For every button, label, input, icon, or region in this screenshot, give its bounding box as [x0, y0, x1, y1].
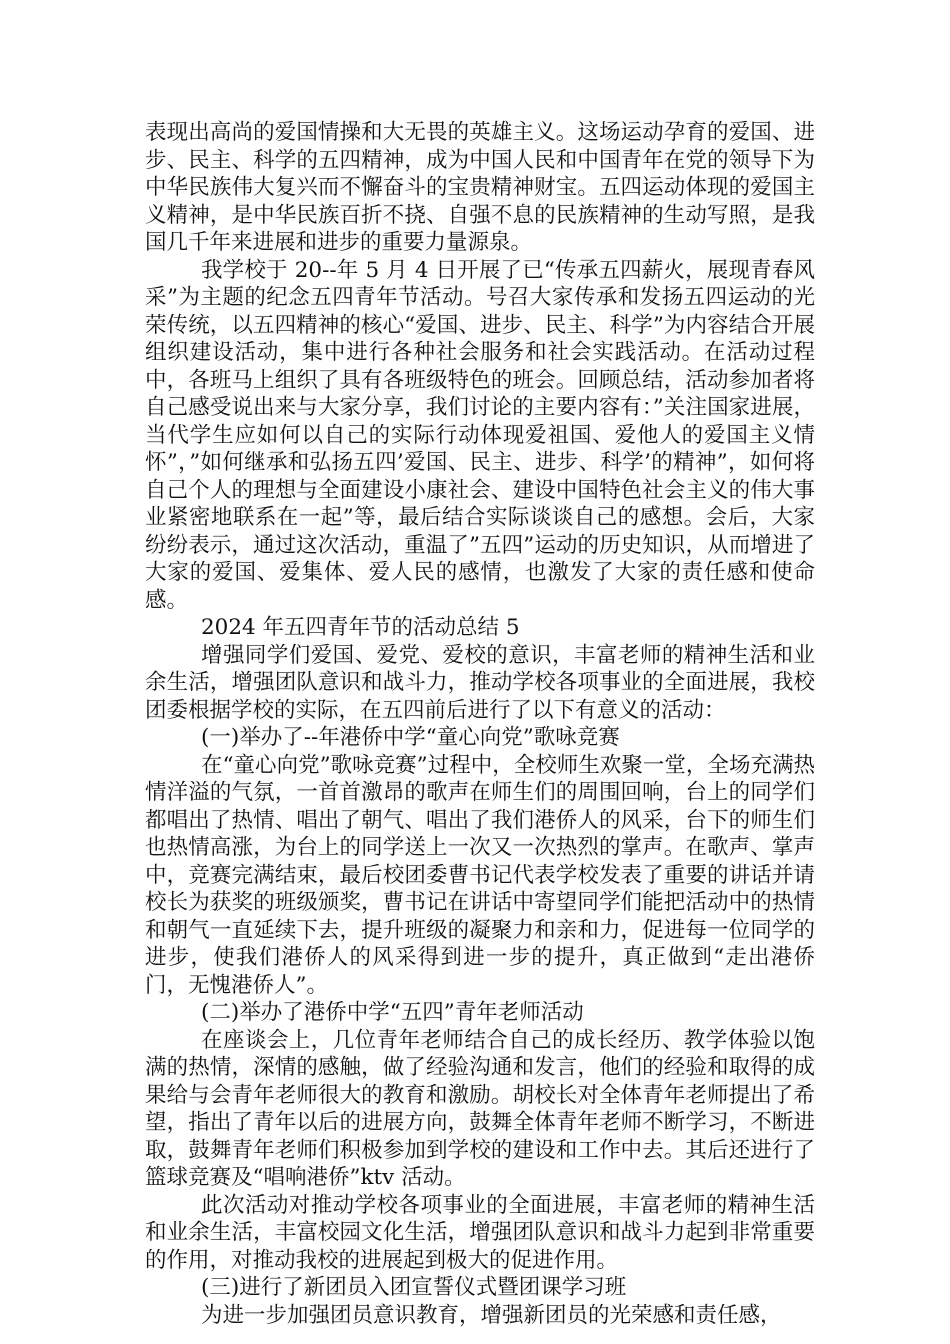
subheading-oath-ceremony: (三)进行了新团员入团宣誓仪式暨团课学习班 [201, 1275, 627, 1300]
paragraph-oath-ceremony: 为进一步加强团员意识教育，增强新团员的光荣感和责任感， [201, 1302, 782, 1328]
section-heading-summary-5: 2024 年五四青年节的活动总结 5 [201, 615, 520, 640]
subheading-singing-contest: (一)举办了--年港侨中学“童心向党”歌咏竞赛 [201, 725, 620, 750]
paragraph-activity-impact: 此次活动对推动学校各项事业的全面进展，丰富老师的精神生活和业余生活，丰富校园文化生活，增强团队意识和战斗力起到非常重要的作用，对推动我校的进展起到极大的促进作用。 [145, 1192, 815, 1273]
paragraph-young-teachers: 在座谈会上，几位青年老师结合自己的成长经历、教学体验以饱满的热情，深情的感触，做了经验沟通和发言，他们的经验和取得的成果给与会青年老师很大的教育和激励。胡校长对全体青年老师提出了希望，指出了青年以后的进展方向，鼓舞全体青年老师不断学习，不断进取，鼓舞青年老师们积极参加到学校的建设和工作中去。其后还进行了篮球竞赛及“唱响港侨”ktv 活动。 [145, 1027, 815, 1190]
paragraph-patriotism-spirit: 表现出高尚的爱国情操和大无畏的英雄主义。这场运动孕育的爱国、进步、民主、科学的五四精神，成为中国人民和中国青年在党的领导下为中华民族伟大复兴而不懈奋斗的宝贵精神财宝。五四运动体现的爱国主义精神，是中华民族百折不挠、自强不息的民族精神的生动写照，是我国几千年来进展和进步的重要力量源泉。 [145, 120, 815, 255]
paragraph-singing-contest: 在“童心向党”歌咏竞赛”过程中，全校师生欢聚一堂，全场充满热情洋溢的气氛，一首首激昂的歌声在师生们的周围回响，台上的同学们都唱出了热情、唱出了朝气、唱出了我们港侨人的风采，台下的师生们也热情高涨，为台上的同学送上一次又一次热烈的掌声。在歌声、掌声中，竞赛完满结束，最后校团委曹书记代表学校发表了重要的讲话并请校长为获奖的班级颁奖，曹书记在讲话中寄望同学们能把活动中的热情和朝气一直延续下去，提升班级的凝聚力和亲和力，促进每一位同学的进步，使我们港侨人的风采得到进一步的提升，真正做到“走出港侨门，无愧港侨人”。 [145, 752, 815, 998]
paragraph-school-activity: 我学校于 20--年 5 月 4 日开展了已“传承五四薪火，展现青春风采”为主题的纪念五四青年节活动。号召大家传承和发扬五四运动的光荣传统，以五四精神的核心“爱国、进步、民主、科学”为内容结合开展组织建设活动，集中进行各种社会服务和社会实践活动。在活动过程中，各班马上组织了具有各班级特色的班会。回顾总结，活动参加者将自己感受说出来与大家分享，我们讨论的主要内容有：”关注国家进展，当代学生应如何以自己的实际行动体现爱祖国、爱他人的爱国主义情怀”，”如何继承和弘扬五四’爱国、民主、进步、科学’的精神”，如何将自己个人的理想与全面建设小康社会、建设中国特色社会主义的伟大事业紧密地联系在一起”等，最后结合实际谈谈自己的感想。会后，大家纷纷表示，通过这次活动，重温了”五四”运动的历史知识，从而增进了大家的爱国、爱集体、爱人民的感情，也激发了大家的责任感和使命感。 [145, 257, 815, 613]
document-body [145, 119, 815, 1329]
paragraph-summary-intro: 增强同学们爱国、爱党、爱校的意识，丰富老师的精神生活和业余生活，增强团队意识和战斗力，推动学校各项事业的全面进展，我校团委根据学校的实际，在五四前后进行了以下有意义的活动： [145, 642, 815, 723]
subheading-young-teachers: (二)举办了港侨中学“五四”青年老师活动 [201, 1000, 584, 1025]
